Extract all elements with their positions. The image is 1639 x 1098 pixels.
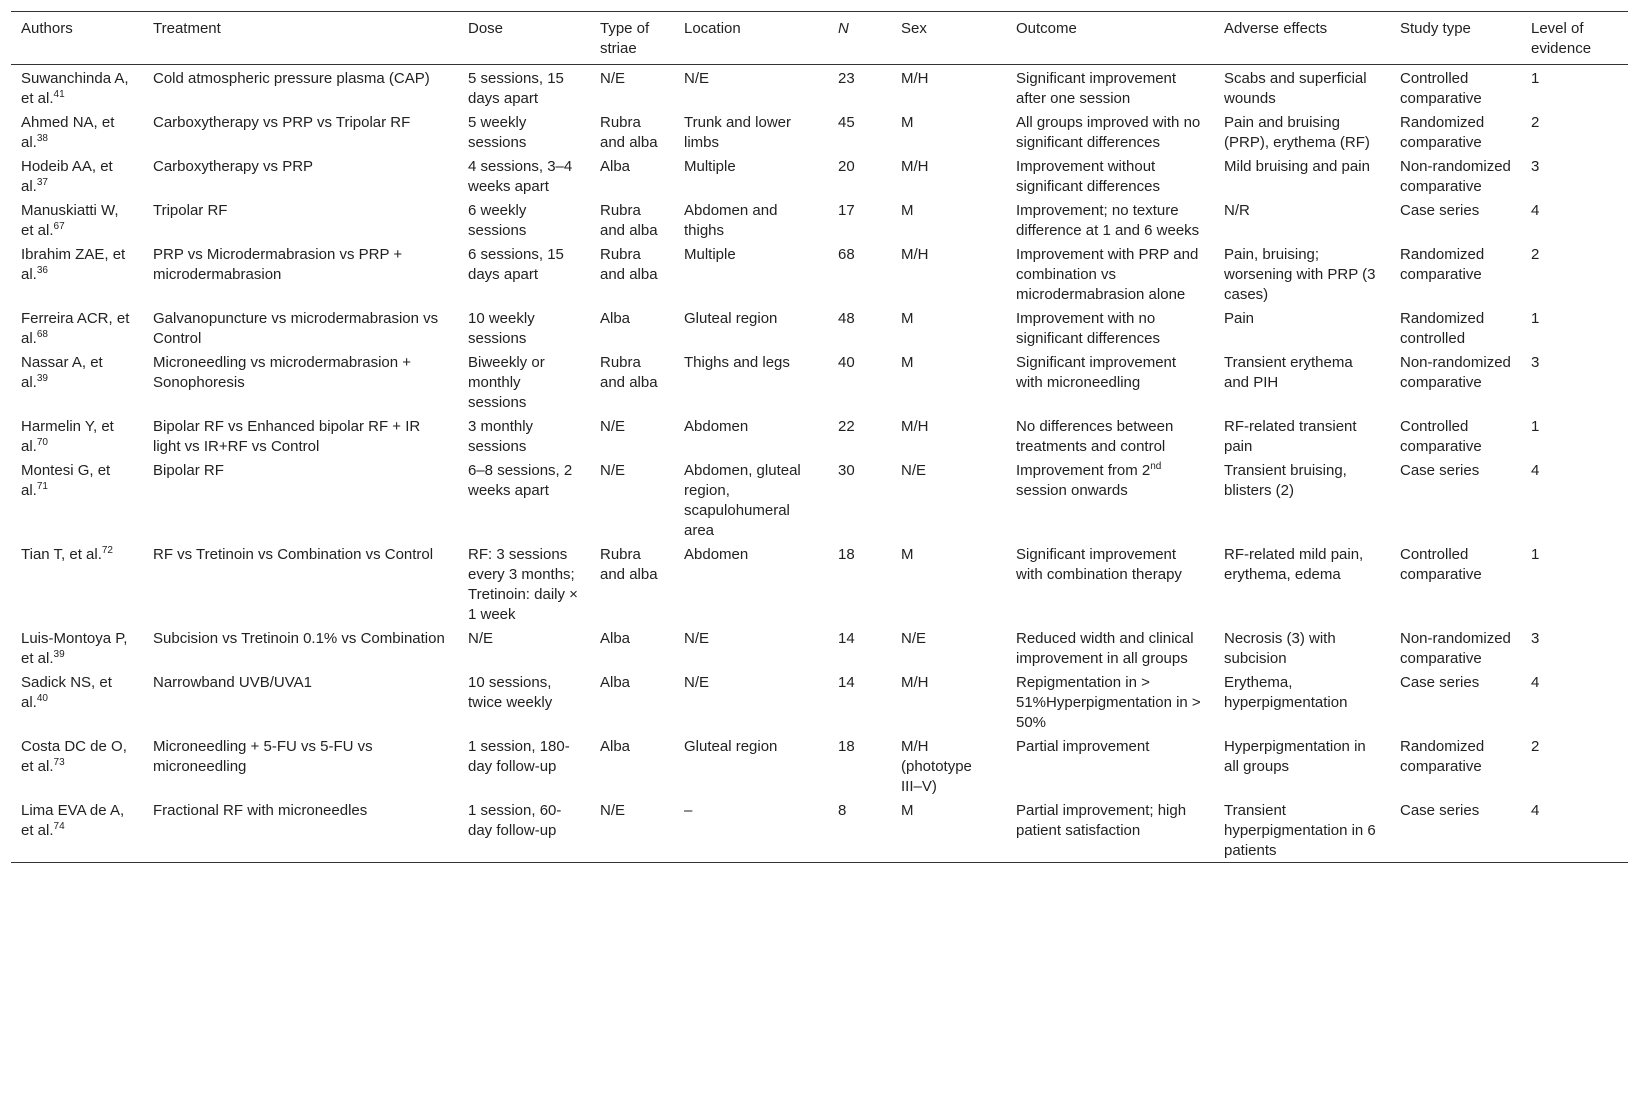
cell-type-of-striae: N/E: [600, 462, 626, 479]
cell-adverse-effects: Transient hyperpigmentation in 6 patients: [1224, 802, 1376, 859]
cell-outcome: [1006, 458, 1214, 542]
cell-authors: [11, 458, 143, 542]
cell-outcome: [1006, 626, 1214, 670]
table-row: [11, 670, 1628, 734]
cell-outcome: [1006, 65, 1214, 111]
header-row: [11, 12, 1628, 65]
table-row: [11, 734, 1628, 798]
cell-authors: [11, 198, 143, 242]
cell-authors: [11, 542, 143, 626]
authors-text: Nassar A, et al.: [21, 354, 103, 391]
reference-number: 37: [36, 177, 48, 188]
cell-sex: M/H: [901, 158, 929, 175]
table-row: [11, 154, 1628, 198]
table-row: [11, 458, 1628, 542]
table-row: [11, 65, 1628, 111]
cell-adverse-effects: Mild bruising and pain: [1224, 158, 1370, 175]
cell-type-of-striae: Rubra and alba: [600, 546, 658, 583]
cell-sex: M: [901, 114, 914, 131]
cell-study-type: Non-randomized comparative: [1400, 630, 1511, 667]
cell-n: 48: [838, 310, 855, 327]
cell-location: N/E: [684, 674, 710, 691]
authors-text: Ibrahim ZAE, et al.: [21, 246, 126, 283]
cell-type-of-striae: Rubra and alba: [600, 114, 658, 151]
cell-n: 30: [838, 462, 855, 479]
cell-treatment: Carboxytherapy vs PRP: [153, 158, 314, 175]
cell-location: Multiple: [684, 158, 736, 175]
cell-sex: M: [901, 546, 914, 563]
cell-level-of-evidence: 4: [1531, 802, 1540, 819]
cell-treatment: Microneedling vs microdermabrasion + Sonophoresis: [153, 354, 412, 391]
cell-study-type: Non-randomized comparative: [1400, 158, 1511, 195]
cell-dose: 5 weekly sessions: [468, 114, 527, 151]
cell-level-of-evidence: 2: [1531, 246, 1540, 263]
table-body: [11, 65, 1628, 863]
outcome-text: Improvement from 2: [1016, 462, 1151, 479]
cell-sex: N/E: [901, 462, 927, 479]
cell-dose: 5 sessions, 15 days apart: [468, 70, 564, 107]
cell-outcome: [1006, 350, 1214, 414]
cell-location: Abdomen: [684, 546, 749, 563]
column-header-dose: Dose: [468, 20, 504, 37]
cell-study-type: Controlled comparative: [1400, 546, 1482, 583]
cell-adverse-effects: Pain and bruising (PRP), erythema (RF): [1224, 114, 1370, 151]
cell-n: 23: [838, 70, 855, 87]
cell-study-type: Case series: [1400, 462, 1480, 479]
outcome-text: Partial improvement: [1016, 738, 1150, 755]
cell-dose: 4 sessions, 3–4 weeks apart: [468, 158, 573, 195]
cell-sex: M: [901, 202, 914, 219]
outcome-superscript: nd: [1150, 461, 1162, 472]
cell-authors: [11, 154, 143, 198]
cell-dose: 6 weekly sessions: [468, 202, 527, 239]
cell-sex: M/H: [901, 674, 929, 691]
outcome-text-end: session onwards: [1016, 482, 1128, 499]
outcome-text: Improvement without significant differences: [1016, 158, 1160, 195]
cell-authors: [11, 306, 143, 350]
cell-dose: 10 weekly sessions: [468, 310, 535, 347]
cell-study-type: Controlled comparative: [1400, 418, 1482, 455]
authors-text: Montesi G, et al.: [21, 462, 111, 499]
column-header-level-of-evidence: Level of evidence: [1531, 20, 1592, 57]
cell-adverse-effects: Scabs and superficial wounds: [1224, 70, 1367, 107]
cell-study-type: Randomized comparative: [1400, 114, 1485, 151]
cell-treatment: Cold atmospheric pressure plasma (CAP): [153, 70, 430, 87]
cell-adverse-effects: Pain: [1224, 310, 1255, 327]
cell-level-of-evidence: 1: [1531, 310, 1540, 327]
authors-text: Ahmed NA, et al.: [21, 114, 115, 151]
table-header: [11, 12, 1628, 65]
cell-authors: [11, 670, 143, 734]
cell-adverse-effects: Transient bruising, blisters (2): [1224, 462, 1347, 499]
cell-outcome: [1006, 306, 1214, 350]
cell-authors: [11, 414, 143, 458]
cell-n: 20: [838, 158, 855, 175]
outcome-text: Significant improvement with microneedling: [1016, 354, 1177, 391]
reference-number: 74: [53, 821, 65, 832]
authors-text: Tian T, et al.: [21, 546, 102, 563]
cell-outcome: [1006, 110, 1214, 154]
cell-level-of-evidence: 1: [1531, 70, 1540, 87]
column-header-sex: Sex: [901, 20, 927, 37]
column-header-outcome: Outcome: [1016, 20, 1077, 37]
column-header-study-type: Study type: [1400, 20, 1471, 37]
cell-sex: M/H (phototype III–V): [901, 738, 972, 795]
cell-adverse-effects: Transient erythema and PIH: [1224, 354, 1353, 391]
cell-level-of-evidence: 4: [1531, 674, 1540, 691]
cell-treatment: Subcision vs Tretinoin 0.1% vs Combination: [153, 630, 445, 647]
cell-level-of-evidence: 3: [1531, 354, 1540, 371]
reference-number: 38: [36, 133, 48, 144]
cell-treatment: Bipolar RF: [153, 462, 224, 479]
cell-n: 18: [838, 546, 855, 563]
cell-n: 14: [838, 630, 855, 647]
cell-n: 22: [838, 418, 855, 435]
cell-sex: N/E: [901, 630, 927, 647]
cell-authors: [11, 110, 143, 154]
cell-study-type: Randomized comparative: [1400, 246, 1485, 283]
cell-study-type: Randomized controlled: [1400, 310, 1485, 347]
cell-authors: [11, 734, 143, 798]
authors-text: Harmelin Y, et al.: [21, 418, 114, 455]
cell-n: 14: [838, 674, 855, 691]
outcome-text: Repigmentation in > 51%Hyperpigmentation in > 50%: [1016, 674, 1201, 731]
cell-study-type: Randomized comparative: [1400, 738, 1485, 775]
cell-location: N/E: [684, 70, 710, 87]
reference-number: 67: [53, 221, 65, 232]
cell-treatment: Narrowband UVB/UVA1: [153, 674, 312, 691]
outcome-text: Partial improvement; high patient satisfaction: [1016, 802, 1187, 839]
reference-number: 36: [36, 265, 48, 276]
cell-location: Thighs and legs: [684, 354, 790, 371]
table-container: [11, 11, 1628, 863]
cell-level-of-evidence: 2: [1531, 738, 1540, 755]
cell-type-of-striae: N/E: [600, 70, 626, 87]
cell-dose: 6–8 sessions, 2 weeks apart: [468, 462, 573, 499]
cell-location: Abdomen: [684, 418, 749, 435]
cell-adverse-effects: Necrosis (3) with subcision: [1224, 630, 1336, 667]
cell-dose: N/E: [468, 630, 494, 647]
reference-number: 73: [53, 757, 65, 768]
cell-outcome: [1006, 798, 1214, 863]
outcome-text: Significant improvement after one session: [1016, 70, 1177, 107]
cell-adverse-effects: N/R: [1224, 202, 1250, 219]
reference-number: 39: [53, 649, 65, 660]
table-row: [11, 242, 1628, 306]
outcome-text: All groups improved with no significant differences: [1016, 114, 1201, 151]
cell-dose: 1 session, 180-day follow-up: [468, 738, 570, 775]
table-row: [11, 198, 1628, 242]
cell-outcome: [1006, 542, 1214, 626]
cell-dose: 10 sessions, twice weekly: [468, 674, 553, 711]
cell-authors: [11, 350, 143, 414]
reference-number: 41: [53, 89, 65, 100]
cell-level-of-evidence: 1: [1531, 546, 1540, 563]
cell-sex: M: [901, 354, 914, 371]
reference-number: 71: [36, 481, 48, 492]
cell-adverse-effects: RF-related mild pain, erythema, edema: [1224, 546, 1364, 583]
cell-study-type: Controlled comparative: [1400, 70, 1482, 107]
cell-outcome: [1006, 414, 1214, 458]
reference-number: 39: [36, 373, 48, 384]
cell-location: Gluteal region: [684, 310, 778, 327]
authors-text: Costa DC de O, et al.: [21, 738, 127, 775]
cell-location: N/E: [684, 630, 710, 647]
table-row: [11, 626, 1628, 670]
outcome-text: No differences between treatments and control: [1016, 418, 1174, 455]
cell-outcome: [1006, 198, 1214, 242]
table-row: [11, 414, 1628, 458]
cell-type-of-striae: Alba: [600, 310, 631, 327]
column-header-authors: Authors: [21, 20, 73, 37]
cell-location: Multiple: [684, 246, 736, 263]
cell-type-of-striae: Alba: [600, 630, 631, 647]
column-header-n: N: [838, 20, 849, 37]
cell-dose: 6 sessions, 15 days apart: [468, 246, 564, 283]
cell-treatment: Tripolar RF: [153, 202, 228, 219]
cell-n: 18: [838, 738, 855, 755]
reference-number: 40: [36, 693, 48, 704]
cell-sex: M/H: [901, 70, 929, 87]
authors-text: Lima EVA de A, et al.: [21, 802, 125, 839]
outcome-text: Improvement with no significant differences: [1016, 310, 1160, 347]
striae-treatment-studies-table: [11, 11, 1628, 863]
cell-treatment: RF vs Tretinoin vs Combination vs Control: [153, 546, 434, 563]
cell-n: 8: [838, 802, 847, 819]
cell-authors: [11, 242, 143, 306]
cell-type-of-striae: Rubra and alba: [600, 202, 658, 239]
cell-location: Trunk and lower limbs: [684, 114, 791, 151]
cell-dose: RF: 3 sessions every 3 months; Tretinoin: daily × 1 week: [468, 546, 578, 623]
cell-authors: [11, 65, 143, 111]
authors-text: Manuskiatti W, et al.: [21, 202, 119, 239]
cell-adverse-effects: Erythema, hyperpigmentation: [1224, 674, 1348, 711]
cell-level-of-evidence: 1: [1531, 418, 1540, 435]
reference-number: 68: [36, 329, 48, 340]
cell-type-of-striae: N/E: [600, 802, 626, 819]
cell-n: 40: [838, 354, 855, 371]
cell-n: 17: [838, 202, 855, 219]
cell-outcome: [1006, 734, 1214, 798]
authors-text: Hodeib AA, et al.: [21, 158, 113, 195]
cell-treatment: Bipolar RF vs Enhanced bipolar RF + IR light vs IR+RF vs Control: [153, 418, 421, 455]
cell-level-of-evidence: 3: [1531, 630, 1540, 647]
authors-text: Ferreira ACR, et al.: [21, 310, 130, 347]
cell-sex: M: [901, 310, 914, 327]
cell-adverse-effects: Hyperpigmentation in all groups: [1224, 738, 1366, 775]
reference-number: 70: [36, 437, 48, 448]
cell-level-of-evidence: 4: [1531, 202, 1540, 219]
cell-type-of-striae: Rubra and alba: [600, 246, 658, 283]
cell-type-of-striae: Alba: [600, 158, 631, 175]
cell-adverse-effects: Pain, bruising; worsening with PRP (3 cases): [1224, 246, 1376, 303]
column-header-type-of-striae: Type of striae: [600, 20, 650, 57]
cell-treatment: Carboxytherapy vs PRP vs Tripolar RF: [153, 114, 411, 131]
cell-type-of-striae: Rubra and alba: [600, 354, 658, 391]
cell-treatment: Galvanopuncture vs microdermabrasion vs Control: [153, 310, 439, 347]
cell-n: 68: [838, 246, 855, 263]
cell-treatment: PRP vs Microdermabrasion vs PRP + microdermabrasion: [153, 246, 403, 283]
cell-location: Gluteal region: [684, 738, 778, 755]
table-row: [11, 542, 1628, 626]
cell-level-of-evidence: 2: [1531, 114, 1540, 131]
cell-type-of-striae: Alba: [600, 738, 631, 755]
table-row: [11, 306, 1628, 350]
cell-dose: Biweekly or monthly sessions: [468, 354, 545, 411]
cell-dose: 3 monthly sessions: [468, 418, 534, 455]
cell-type-of-striae: Alba: [600, 674, 631, 691]
cell-study-type: Non-randomized comparative: [1400, 354, 1511, 391]
cell-level-of-evidence: 3: [1531, 158, 1540, 175]
cell-adverse-effects: RF-related transient pain: [1224, 418, 1357, 455]
column-header-treatment: Treatment: [153, 20, 221, 37]
outcome-text: Significant improvement with combination therapy: [1016, 546, 1182, 583]
cell-treatment: Microneedling + 5-FU vs 5-FU vs microneedling: [153, 738, 373, 775]
cell-sex: M/H: [901, 418, 929, 435]
cell-location: Abdomen and thighs: [684, 202, 778, 239]
column-header-adverse-effects: Adverse effects: [1224, 20, 1328, 37]
cell-outcome: [1006, 154, 1214, 198]
table-row: [11, 798, 1628, 863]
cell-type-of-striae: N/E: [600, 418, 626, 435]
outcome-text: Reduced width and clinical improvement in all groups: [1016, 630, 1194, 667]
table-row: [11, 110, 1628, 154]
cell-authors: [11, 626, 143, 670]
table-row: [11, 350, 1628, 414]
cell-sex: M: [901, 802, 914, 819]
cell-sex: M/H: [901, 246, 929, 263]
column-header-location: Location: [684, 20, 741, 37]
outcome-text: Improvement with PRP and combination vs microdermabrasion alone: [1016, 246, 1199, 303]
cell-location: Abdomen, gluteal region, scapulohumeral area: [684, 462, 801, 539]
cell-n: 45: [838, 114, 855, 131]
cell-outcome: [1006, 242, 1214, 306]
cell-study-type: Case series: [1400, 802, 1480, 819]
cell-level-of-evidence: 4: [1531, 462, 1540, 479]
cell-study-type: Case series: [1400, 202, 1480, 219]
outcome-text: Improvement; no texture difference at 1 and 6 weeks: [1016, 202, 1200, 239]
authors-text: Suwanchinda A, et al.: [21, 70, 129, 107]
cell-treatment: Fractional RF with microneedles: [153, 802, 368, 819]
authors-text: Sadick NS, et al.: [21, 674, 112, 711]
cell-authors: [11, 798, 143, 863]
cell-dose: 1 session, 60-day follow-up: [468, 802, 562, 839]
cell-study-type: Case series: [1400, 674, 1480, 691]
cell-location: –: [684, 802, 693, 819]
reference-number: 72: [101, 545, 113, 556]
authors-text: Luis-Montoya P, et al.: [21, 630, 128, 667]
cell-outcome: [1006, 670, 1214, 734]
